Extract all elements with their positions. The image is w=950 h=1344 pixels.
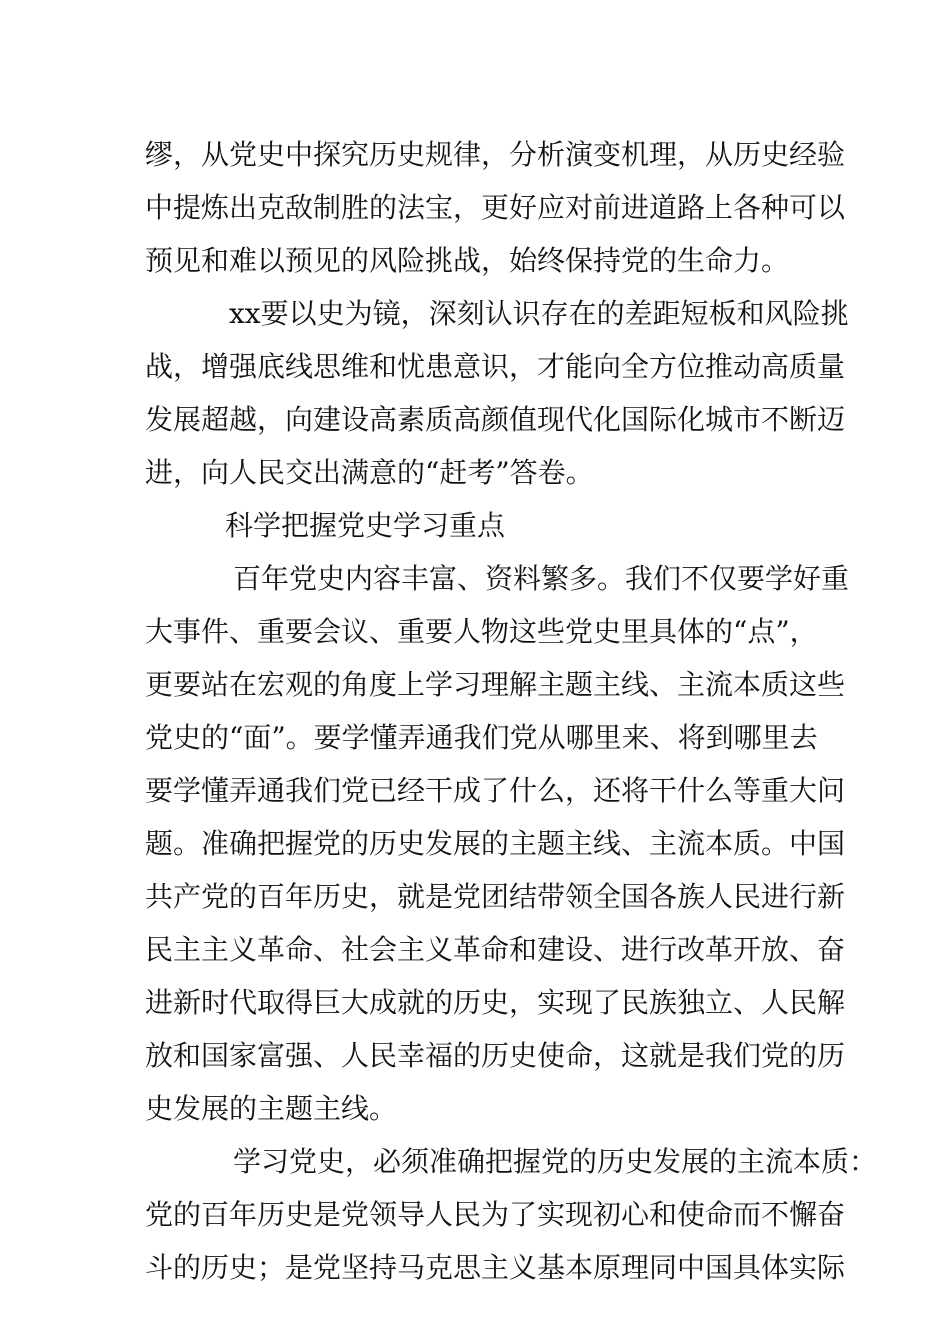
text-line: 大事件、重要会议、重要人物这些党史里具体的“点”， — [145, 615, 818, 648]
text-line: 发展超越，向建设高素质高颜值现代化国际化城市不断迈 — [145, 403, 846, 436]
text-line: 放和国家富强、人民幸福的历史使命，这就是我们党的历 — [145, 1039, 846, 1072]
text-line: 百年党史内容丰富、资料繁多。我们不仅要学好重 — [233, 562, 850, 595]
text-line: 缪，从党史中探究历史规律，分析演变机理，从历史经验 — [145, 138, 846, 171]
text-line: 民主主义革命、社会主义革命和建设、进行改革开放、奋 — [145, 933, 846, 966]
text-line: 进新时代取得巨大成就的历史，实现了民族独立、人民解 — [145, 986, 846, 1019]
text-line: 斗的历史；是党坚持马克思主义基本原理同中国具体实际 — [145, 1251, 846, 1284]
document-body — [145, 128, 878, 1294]
heading-text: 科学把握党史学习重点 — [225, 509, 506, 542]
section-heading — [145, 499, 815, 552]
text-line: 进，向人民交出满意的“赶考”答卷。 — [145, 456, 594, 489]
text-line: 要学懂弄通我们党已经干成了什么，还将干什么等重大问 — [145, 774, 846, 807]
text-line: 中提炼出克敌制胜的法宝，更好应对前进道路上各种可以 — [145, 191, 846, 224]
text-line: 共产党的百年历史，就是党团结带领全国各族人民进行新 — [145, 880, 846, 913]
text-line: 战，增强底线思维和忧患意识，才能向全方位推动高质量 — [145, 350, 846, 383]
text-line: 史发展的主题主线。 — [145, 1092, 398, 1125]
paragraph-4 — [145, 1135, 878, 1294]
text-line: 党史的“面”。要学懂弄通我们党从哪里来、将到哪里去 — [145, 721, 818, 754]
text-line: 预见和难以预见的风险挑战，始终保持党的生命力。 — [145, 244, 790, 277]
paragraph-3 — [145, 552, 850, 1135]
text-line: xx要以史为镜，深刻认识存在的差距短板和风险挑 — [229, 297, 849, 330]
paragraph-1 — [145, 128, 846, 287]
text-line: 学习党史，必须准确把握党的历史发展的主流本质： — [233, 1145, 878, 1178]
text-line: 更要站在宏观的角度上学习理解主题主线、主流本质这些 — [145, 668, 846, 701]
text-line: 题。准确把握党的历史发展的主题主线、主流本质。中国 — [145, 827, 846, 860]
paragraph-2 — [145, 287, 849, 499]
text-line: 党的百年历史是党领导人民为了实现初心和使命而不懈奋 — [145, 1198, 846, 1231]
